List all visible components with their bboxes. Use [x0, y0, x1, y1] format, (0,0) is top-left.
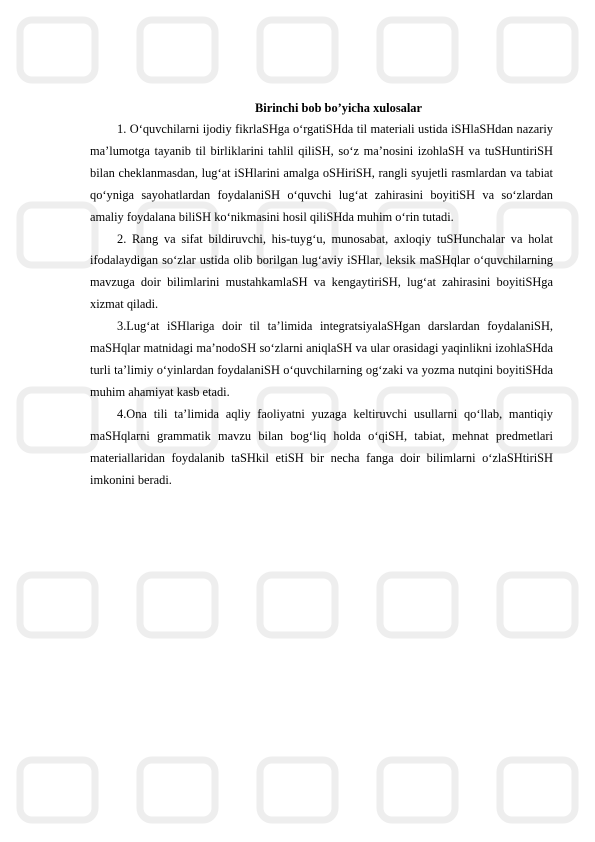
watermark-tile [260, 575, 335, 635]
watermark-tile [260, 20, 335, 80]
watermark-tile [380, 575, 455, 635]
conclusion-paragraph-1: 1. O‘quvchilarni ijodiy fikrlaSHga o‘rgatiSHda til materiali ustida iSHlaSHdan nazariy ma’lumotga tayanib til birliklarini tahlil qiliSH, so‘z ma’nosini izohlaSH va tuSHuntiriSH bilan cheklanmasdan, lug‘at iSHlarini amalga oSHiriSH, rangli syujetli rasmlardan va tabiat qo‘yniga sayohatlardan foydalaniSH o‘quvchi lug‘at zahirasini boyitiSH va so‘zlardan amaliy foydalana biliSH ko‘nikmasini hosil qiliSHda muhim o‘rin tutadi. [90, 122, 553, 224]
watermark-tile [140, 760, 215, 820]
conclusion-paragraph-2: 2. Rang va sifat bildiruvchi, his-tuyg‘u, munosabat, axloqiy tuSHunchalar va holat ifodalaydigan so‘zlar ustida olib borilgan lug‘aviy iSHlar, leksik maSHqlar o‘quvchilarning mavzuga doir bilimlarini mustahkamlaSH va kengaytiriSH, lug‘at zahirasini boyitiSHga xizmat qiladi. [90, 231, 553, 312]
watermark-tile [20, 760, 95, 820]
conclusion-paragraph-3: 3.Lug‘at iSHlariga doir til ta’limida integratsiyalaSHgan darslardan foydalaniSH, maSHqlar matnidagi ma’nodoSH so‘zlarni aniqlaSH va ular orasidagi yaqinlikni izohlaSHda turli ta’limiy o‘yinlardan foydalaniSH o‘quvchilarning og‘zaki va yozma nutqini boyitiSHda muhim ahamiyat kasb etadi. [90, 319, 553, 399]
watermark-tile [260, 760, 335, 820]
watermark-tile [500, 760, 575, 820]
watermark-tile [20, 575, 95, 635]
watermark-tile [20, 20, 95, 80]
document-page [90, 99, 553, 491]
watermark-tile [380, 760, 455, 820]
section-heading: Birinchi bob bo’yicha xulosalar [255, 101, 422, 115]
watermark-tile [380, 20, 455, 80]
watermark-tile [140, 575, 215, 635]
watermark-tile [20, 205, 95, 265]
watermark-tile [500, 20, 575, 80]
watermark-tile [20, 390, 95, 450]
watermark-tile [140, 20, 215, 80]
watermark-tile [500, 575, 575, 635]
conclusion-paragraph-4: 4.Ona tili ta’limida aqliy faoliyatni yuzaga keltiruvchi usullarni qo‘llab, mantiqiy maSHqlarni grammatik mavzu bilan bog‘liq holda o‘qiSH, tabiat, mehnat predmetlari materiallaridan foydalanib taSHkil etiSH bir necha fanga doir bilimlarni o‘zlaSHtiriSH imkonini beradi. [90, 406, 553, 487]
